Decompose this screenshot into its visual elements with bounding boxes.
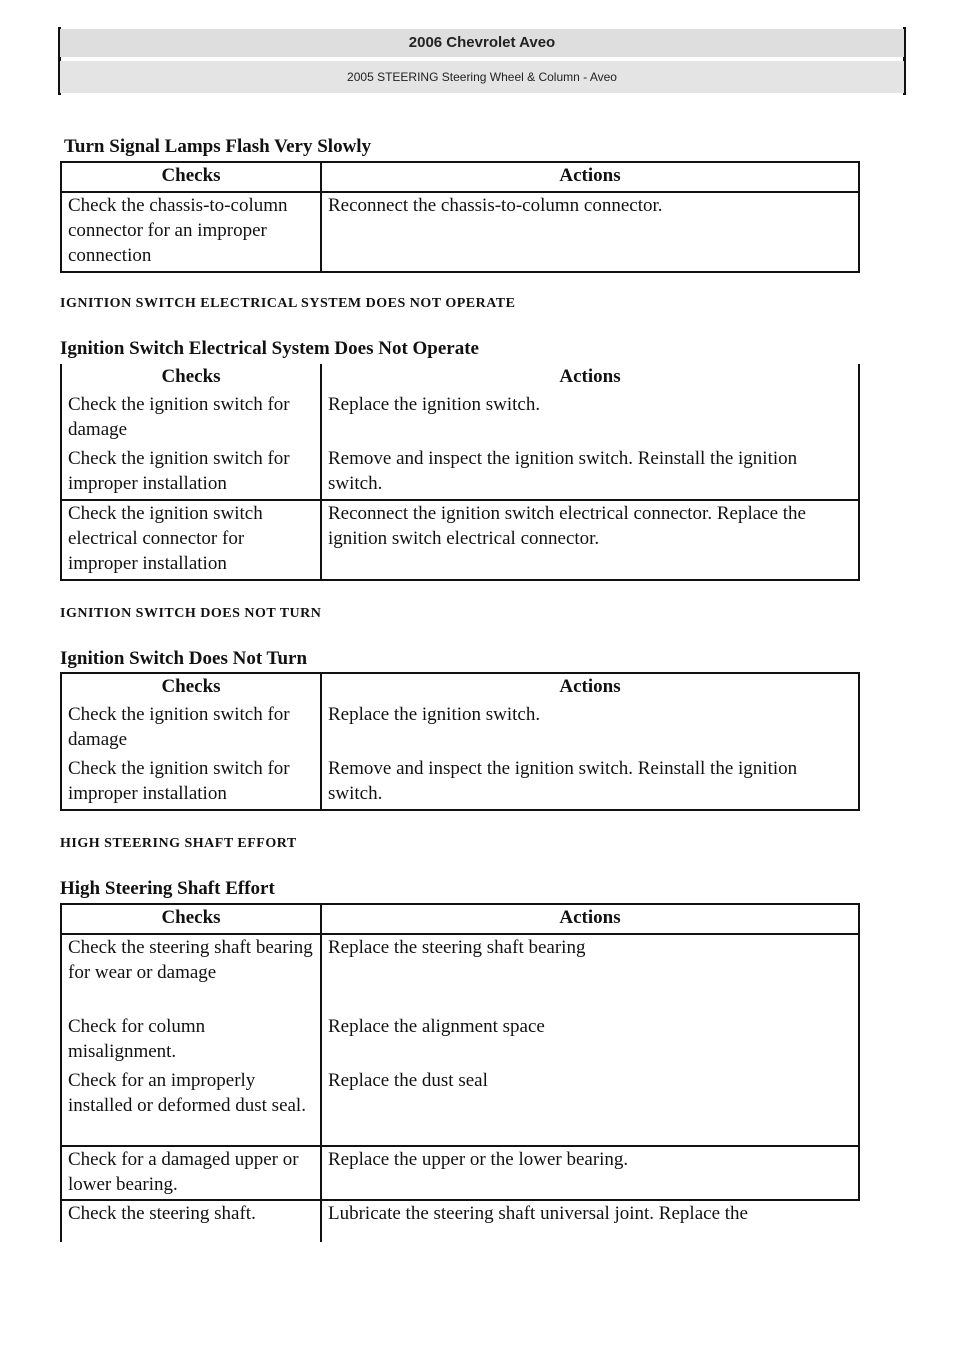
column-header: Checks	[61, 904, 321, 934]
troubleshooting-table	[60, 364, 860, 581]
table-header-row	[61, 904, 859, 934]
column-header: Checks	[61, 364, 321, 392]
action-cell: Replace the alignment space	[321, 1014, 859, 1068]
table-caption: High Steering Shaft Effort	[60, 878, 275, 899]
action-cell: Remove and inspect the ignition switch. Reinstall the ignition switch.	[321, 446, 859, 500]
column-header: Checks	[61, 162, 321, 192]
column-header: Actions	[321, 364, 859, 392]
table-header-row	[61, 673, 859, 702]
action-cell: Reconnect the ignition switch electrical connector. Replace the ignition switch electrical connector.	[321, 500, 859, 580]
table-caption: Ignition Switch Electrical System Does Not Operate	[60, 338, 479, 359]
table-row	[61, 1146, 859, 1200]
action-cell: Reconnect the chassis-to-column connector.	[321, 192, 859, 272]
check-cell: Check the ignition switch for improper installation	[61, 756, 321, 810]
column-header: Actions	[321, 162, 859, 192]
check-cell: Check for an improperly installed or deformed dust seal.	[61, 1068, 321, 1146]
check-cell: Check the ignition switch for damage	[61, 392, 321, 446]
action-cell: Replace the upper or the lower bearing.	[321, 1146, 859, 1200]
page-header	[58, 27, 906, 95]
section-heading: IGNITION SWITCH DOES NOT TURN	[60, 606, 322, 621]
table-row	[61, 702, 859, 756]
header-title: 2006 Chevrolet Aveo	[60, 29, 904, 57]
table-header-row	[61, 162, 859, 192]
column-header: Actions	[321, 904, 859, 934]
table-row	[61, 446, 859, 500]
column-header: Actions	[321, 673, 859, 702]
check-cell: Check the ignition switch for damage	[61, 702, 321, 756]
table-row	[61, 934, 859, 1014]
troubleshooting-table	[60, 672, 860, 811]
troubleshooting-table	[60, 161, 860, 273]
check-cell: Check for a damaged upper or lower bearing.	[61, 1146, 321, 1200]
check-cell: Check the ignition switch electrical connector for improper installation	[61, 500, 321, 580]
table-row	[61, 192, 859, 272]
section-heading: HIGH STEERING SHAFT EFFORT	[60, 836, 297, 851]
action-cell: Replace the ignition switch.	[321, 392, 859, 446]
header-subtitle: 2005 STEERING Steering Wheel & Column - Aveo	[60, 61, 904, 93]
section-heading: IGNITION SWITCH ELECTRICAL SYSTEM DOES NOT OPERATE	[60, 296, 516, 311]
column-header: Checks	[61, 673, 321, 702]
check-cell: Check the steering shaft bearing for wear or damage	[61, 934, 321, 1014]
table-row	[61, 1068, 859, 1146]
table-header-row	[61, 364, 859, 392]
action-cell: Remove and inspect the ignition switch. Reinstall the ignition switch.	[321, 756, 859, 810]
check-cell: Check the chassis-to-column connector for an improper connection	[61, 192, 321, 272]
table-caption: Turn Signal Lamps Flash Very Slowly	[64, 136, 372, 157]
action-cell: Replace the steering shaft bearing	[321, 934, 859, 1014]
table-caption: Ignition Switch Does Not Turn	[60, 648, 308, 669]
check-cell: Check for column misalignment.	[61, 1014, 321, 1068]
action-cell: Replace the dust seal	[321, 1068, 859, 1146]
table-row	[61, 1014, 859, 1068]
check-cell: Check the steering shaft.	[61, 1200, 321, 1242]
action-cell: Replace the ignition switch.	[321, 702, 859, 756]
table-row	[61, 392, 859, 446]
check-cell: Check the ignition switch for improper installation	[61, 446, 321, 500]
table-row	[61, 756, 859, 810]
table-row	[61, 1200, 859, 1242]
table-row	[61, 500, 859, 580]
troubleshooting-table	[60, 903, 860, 1242]
action-cell: Lubricate the steering shaft universal joint. Replace the	[321, 1200, 859, 1242]
